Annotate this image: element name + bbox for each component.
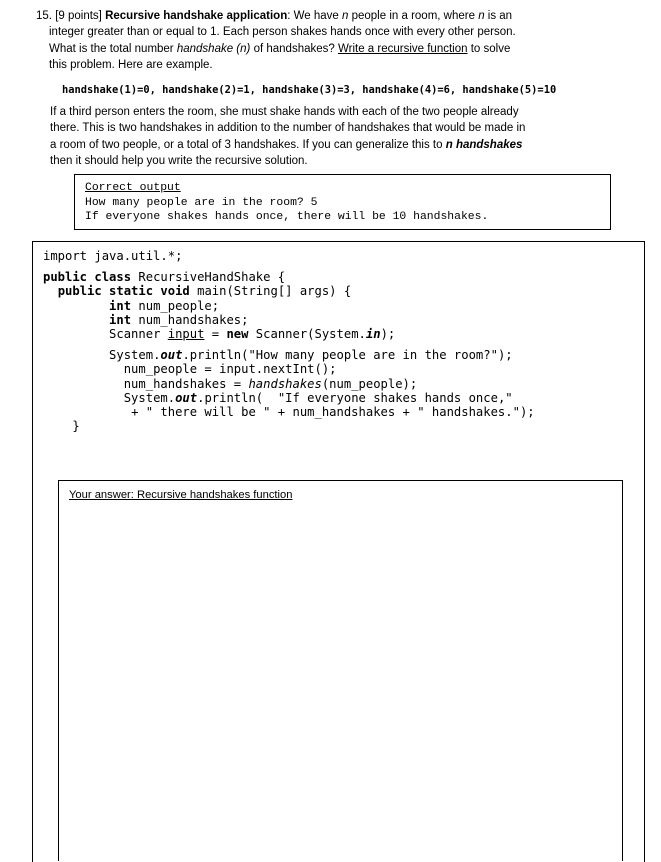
code-line: int num_people; [109, 298, 220, 313]
question-title: Recursive handshake application [105, 10, 288, 22]
correct-output-title: Correct output [85, 182, 181, 194]
question-number: 15. [36, 10, 52, 22]
question-line-1: 15. [9 points] Recursive handshake application: We have n people in a room, where n is an [36, 10, 513, 22]
code-line: num_people = input.nextInt(); [123, 362, 337, 377]
code-line: Scanner input = new Scanner(System.in); [109, 327, 396, 342]
code-line: num_handshakes = handshakes(num_people); [123, 376, 418, 391]
recursive-function-instruction: Write a recursive function [337, 42, 468, 55]
correct-output-box [74, 174, 611, 230]
code-line: System.out.println("How many people are in the room?"); [109, 348, 513, 363]
code-line: public static void main(String[] args) { [57, 284, 352, 299]
answer-box[interactable] [58, 480, 623, 861]
code-line: int num_handshakes; [109, 312, 249, 327]
code-line: import java.util.*; [43, 249, 183, 263]
output-line: If everyone shakes hands once, there will be 10 handshakes. [85, 211, 489, 223]
java-code [43, 249, 535, 433]
question-line-2: integer greater than or equal to 1. Each person shakes hands once with every other person. [49, 26, 516, 39]
question-text [36, 8, 636, 74]
answer-label: Your answer: Recursive handshakes function [69, 489, 293, 501]
code-line: + " there will be " + num_handshakes + " handshakes."); [131, 405, 535, 420]
output-line: How many people are in the room? 5 [85, 196, 318, 209]
question-line-4: this problem. Here are example. [49, 59, 213, 72]
explanation-paragraph: If a third person enters the room, she must shake hands with each of the two people already there. This is two handshakes in addition to the number of handshakes that would be made in a room of two people, or a total of 3 handshakes. If you can generalize this to n handshakes then it should help you write the recursive solution. [50, 106, 526, 168]
code-line: public class RecursiveHandShake { [43, 270, 286, 285]
code-line: } [72, 419, 80, 434]
code-line: System.out.println( "If everyone shakes hands once," [123, 390, 513, 405]
question-points: [9 points] [55, 10, 102, 22]
handshake-examples: handshake(1)=0, handshake(2)=1, handshake(3)=3, handshake(4)=6, handshake(5)=10 [62, 84, 557, 96]
question-line-3: What is the total number handshake (n) of handshakes? Write a recursive function to solve [49, 42, 511, 55]
